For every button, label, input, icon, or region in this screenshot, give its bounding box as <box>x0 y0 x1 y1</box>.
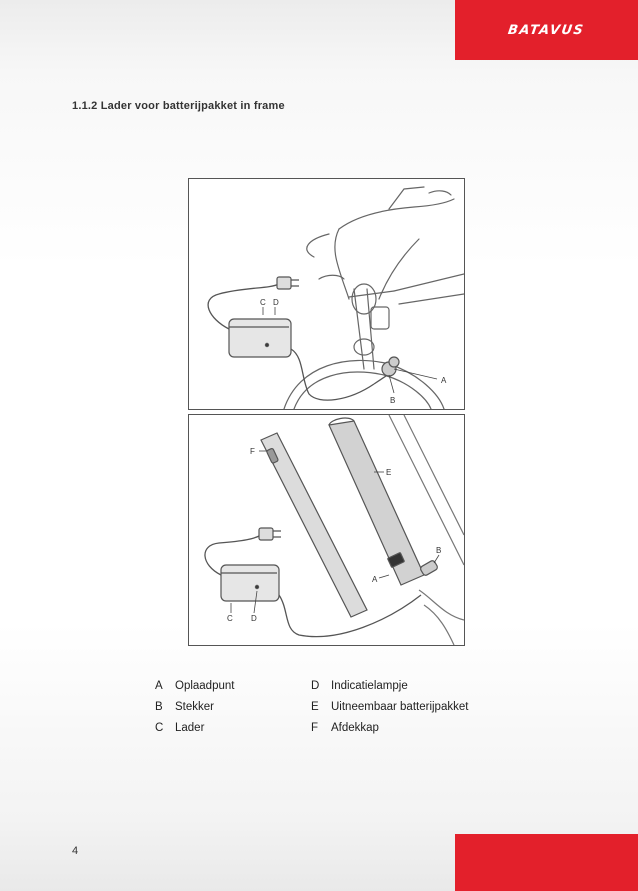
legend-item <box>311 696 468 717</box>
legend-item <box>155 696 234 717</box>
legend-left-column <box>155 675 234 738</box>
legend-text: Uitneembaar batterijpakket <box>331 700 469 713</box>
legend-text: Stekker <box>175 700 214 713</box>
callout-c: C <box>260 298 266 307</box>
batavus-logo: BATAVUS <box>507 22 586 38</box>
battery-pack-illustration <box>188 414 465 646</box>
legend-letter: E <box>311 700 319 713</box>
legend-item <box>155 717 234 738</box>
callout-d: D <box>273 298 279 307</box>
callout-b: B <box>436 546 442 555</box>
page-number: 4 <box>72 845 79 857</box>
callout-e: E <box>386 468 392 477</box>
legend-letter: D <box>311 679 320 692</box>
legend-text: Indicatielampje <box>331 679 408 692</box>
callout-d: D <box>251 614 257 623</box>
brand-tab <box>455 0 638 60</box>
legend-right-column <box>311 675 468 738</box>
charger-on-bike-illustration <box>188 178 465 410</box>
legend-text: Afdekkap <box>331 721 379 734</box>
legend-text: Lader <box>175 721 205 734</box>
callout-a: A <box>372 575 378 584</box>
legend-item <box>311 675 468 696</box>
legend-item <box>155 675 234 696</box>
callout-b: B <box>390 396 396 405</box>
legend-letter: C <box>155 721 164 734</box>
legend-letter: A <box>155 679 163 692</box>
section-title: 1.1.2 Lader voor batterijpakket in frame <box>72 100 285 112</box>
legend-item <box>311 717 468 738</box>
callout-c: C <box>227 614 233 623</box>
callout-f: F <box>250 447 255 456</box>
legend-letter: B <box>155 700 163 713</box>
legend-text: Oplaadpunt <box>175 679 235 692</box>
footer-red-tab <box>455 834 638 891</box>
legend-letter: F <box>311 721 319 734</box>
callout-a: A <box>441 376 447 385</box>
